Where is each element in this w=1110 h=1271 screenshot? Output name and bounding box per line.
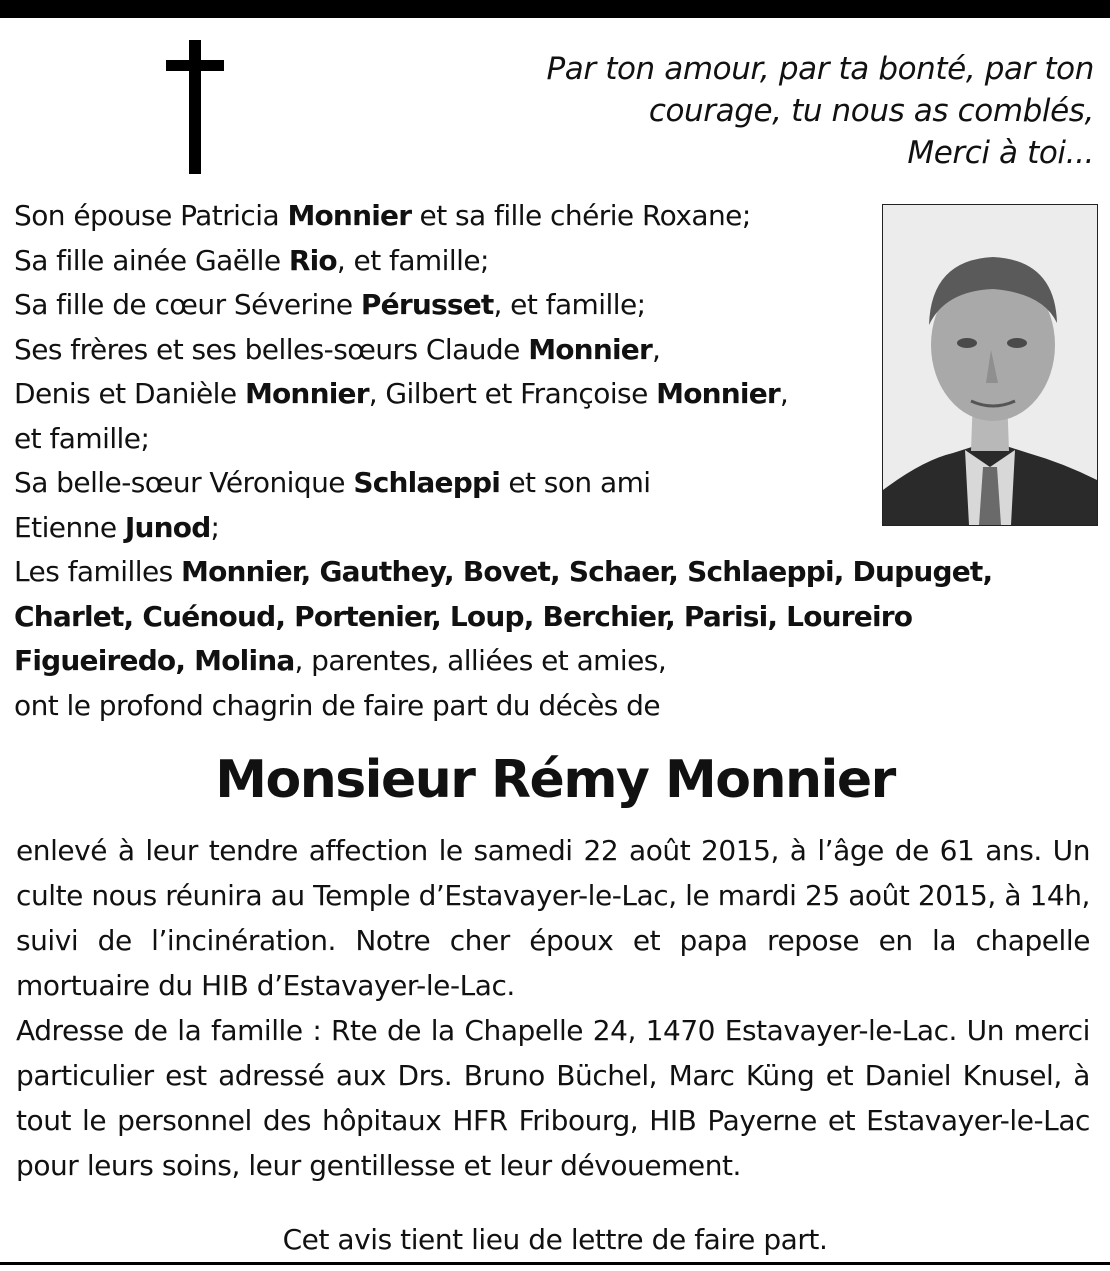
mourner-line: Figueiredo, Molina, parentes, alliées et amies, xyxy=(14,644,667,677)
bottom-border-rule xyxy=(0,1262,1110,1265)
mourner-line: Sa fille ainée Gaëlle Rio, et famille; xyxy=(14,243,489,277)
family-address-paragraph: Adresse de la famille : Rte de la Chapelle 24, 1470 Estavayer-le-Lac. Un merci particulier est adressé aux Drs. Bruno Büchel, Marc Küng et Daniel Knusel, à tout le personnel des hôpitaux HFR Fribourg, HIB Payerne et Estavayer-le-Lac pour leurs soins, leur gentillesse et leur dévouement. xyxy=(16,1014,1090,1182)
mourner-line: Denis et Danièle Monnier, Gilbert et Françoise Monnier, xyxy=(14,377,789,410)
closing-note: Cet avis tient lieu de lettre de faire part. xyxy=(282,1223,828,1256)
mourner-line: Etienne Junod; xyxy=(14,510,220,544)
family-mourners-list xyxy=(14,194,1104,728)
announcement-body xyxy=(16,828,1090,1188)
mourner-line: et famille; xyxy=(14,421,150,455)
top-border-rule xyxy=(0,0,1110,18)
mourner-line: Charlet, Cuénoud, Portenier, Loup, Berchier, Parisi, Loureiro xyxy=(14,599,913,633)
quote-line: Merci à toi... xyxy=(907,135,1094,171)
death-details-paragraph: enlevé à leur tendre affection le samedi 22 août 2015, à l’âge de 61 ans. Un culte nous réunira au Temple d’Estavayer-le-Lac, le mardi 25 août 2015, à 14h, suivi de l’incinération. Notre cher époux et papa repose en la chapelle mortuaire du HIB d’Estavayer-le-Lac. xyxy=(16,834,1090,1002)
deceased-name: Monsieur Rémy Monnier xyxy=(215,750,895,810)
mourner-line: Sa fille de cœur Séverine Pérusset, et famille; xyxy=(14,288,646,321)
mourner-line: Ses frères et ses belles-sœurs Claude Monnier, xyxy=(14,332,661,366)
epitaph-quote xyxy=(454,48,1094,174)
mourner-line: ont le profond chagrin de faire part du décès de xyxy=(14,688,661,722)
quote-line: Par ton amour, par ta bonté, par ton xyxy=(546,51,1094,87)
quote-line: courage, tu nous as comblés, xyxy=(648,93,1094,129)
cross-icon xyxy=(166,40,224,174)
mourner-line: Les familles Monnier, Gauthey, Bovet, Schaer, Schlaeppi, Dupuget, xyxy=(14,555,993,588)
mourner-line: Sa belle-sœur Véronique Schlaeppi et son ami xyxy=(14,466,651,499)
mourner-line: Son épouse Patricia Monnier et sa fille chérie Roxane; xyxy=(14,199,751,232)
